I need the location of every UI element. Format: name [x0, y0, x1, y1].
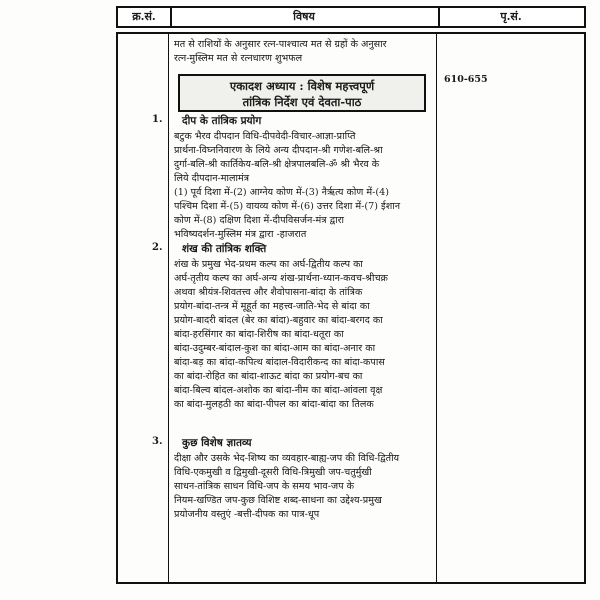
section-number: 3. [152, 436, 163, 447]
header-serial: क्र.सं. [118, 8, 172, 26]
text-line: प्रयोजनीय वस्तुएं -बत्ती-दीपक का पात्र-धूप [174, 509, 320, 520]
text-line: पश्चिम दिशा में-(5) वायव्य कोण में-(6) उत्तर दिशा में-(7) ईशान [174, 201, 401, 212]
text-line: बांदा-बिल्व बांदल-अशोक का बांदा-नीम का बांदा-आंवला वृक्ष [174, 385, 383, 396]
text-line: बांदा-बड़ का बांदा-कपित्थ बांदाल-विदारीकन्द का बांदा-कपास [174, 357, 385, 368]
table-header [116, 6, 586, 28]
text-line: मत से राशियों के अनुसार रत्न-पाश्चात्य मत से ग्रहों के अनुसार [174, 39, 387, 50]
section-body [174, 258, 432, 412]
section-title: कुछ विशेष ज्ञातव्य [182, 437, 252, 449]
text-line: साधन-तांत्रिक साधन विधि-जप के समय भाव-जप के [174, 481, 354, 492]
chapter-page-range: 610-655 [444, 74, 488, 85]
column-divider [436, 34, 437, 582]
text-line: विधि-एकमुखी व द्विमुखी-दूसरी विधि-त्रिमुखी जप-चतुर्मुखी [174, 467, 372, 478]
text-line: शंख के प्रमुख भेद-प्रथम कल्प का अर्घ-द्वितीय कल्प का [174, 259, 363, 270]
text-line: बांदा-हरसिंगार का बांदा-शिरीष का बांदा-धतूरा का [174, 329, 344, 340]
text-line: नियम-खण्डित जप-कुछ विशिष्ट शब्द-साधना का उद्देश्य-प्रमुख [174, 495, 382, 506]
text-line: दुर्गा-बलि-श्री कार्तिकेय-बलि-श्री क्षेत्रपालबलि-ॐ श्री भैरव के [174, 159, 380, 170]
chapter-title-line: एकादश अध्याय : विशेष महत्त्वपूर्ण [229, 79, 375, 93]
section-title: दीप के तांत्रिक प्रयोग [182, 115, 262, 127]
column-divider [168, 34, 169, 582]
chapter-title-box [178, 74, 426, 112]
text-line: भविष्यदर्शन-मुस्लिम मंत्र द्वारा -हाजरात [174, 229, 307, 240]
chapter-title-line: तांत्रिक निर्देश एवं देवता-पाठ [242, 95, 362, 109]
text-line: बटुक भैरव दीपदान विधि-दीपवेदी-विचार-आज्ञा-प्राप्ति [174, 131, 356, 142]
section-number: 1. [152, 114, 163, 125]
text-line: प्रयोग-बादरी बांदल (बेर का बांदा)-बहुवार का बांदा-बरगद का [174, 315, 383, 326]
section-number: 2. [152, 242, 163, 253]
text-line: प्रार्थना-विघ्ननिवारण के लिये अन्य दीपदान-श्री गणेश-बलि-श्रा [174, 145, 383, 156]
section-body [174, 130, 432, 242]
text-line: बांदा-उदुम्बर-बांदाल-कुश का बांदा-आम का बांदा-अनार का [174, 343, 376, 354]
intro-text [174, 38, 432, 66]
text-line: अथवा श्रीयंत्र-शिवतत्त्व और शैवोपासना-बांदा के तांत्रिक [174, 287, 363, 298]
text-line: रत्न-मुस्लिम मत से रत्नधारण शुभफल [174, 53, 303, 64]
header-subject: विषय [170, 8, 440, 26]
text-line: का बांदा-रोहित का बांदा-शाऊट बांदा का प्रयोग-बच का [174, 371, 363, 382]
text-line: दीक्षा और उसके भेद-शिष्य का व्यवहार-बाह्य-जप की विधि-द्वितीय [174, 453, 400, 464]
text-line: प्रयोग-बांदा-तन्त्र में मूहूर्त का महत्त्व-जाति-भेद से बांदा का [174, 301, 370, 312]
text-line: का बांदा-मुलहठी का बांदा-पीपल का बांदा-बांदा का तिलक [174, 399, 374, 410]
text-line: (1) पूर्व दिशा में-(2) आग्नेय कोण में-(3) नैर्ऋत्य कोण में-(4) [174, 187, 389, 198]
contents-table [116, 32, 586, 584]
header-page: पृ.सं. [500, 10, 522, 23]
section-title: शंख की तांत्रिक शक्ति [182, 243, 267, 255]
text-line: अर्घ-तृतीय कल्प का अर्घ-अन्य शंख-प्रार्थना-ध्यान-कवच-श्रीचक्र [174, 273, 388, 284]
text-line: लिये दीपदान-मालामंत्र [174, 173, 250, 184]
section-body [174, 452, 432, 522]
text-line: कोण में-(8) दक्षिण दिशा में-दीपविसर्जन-मंत्र द्वारा [174, 215, 345, 226]
